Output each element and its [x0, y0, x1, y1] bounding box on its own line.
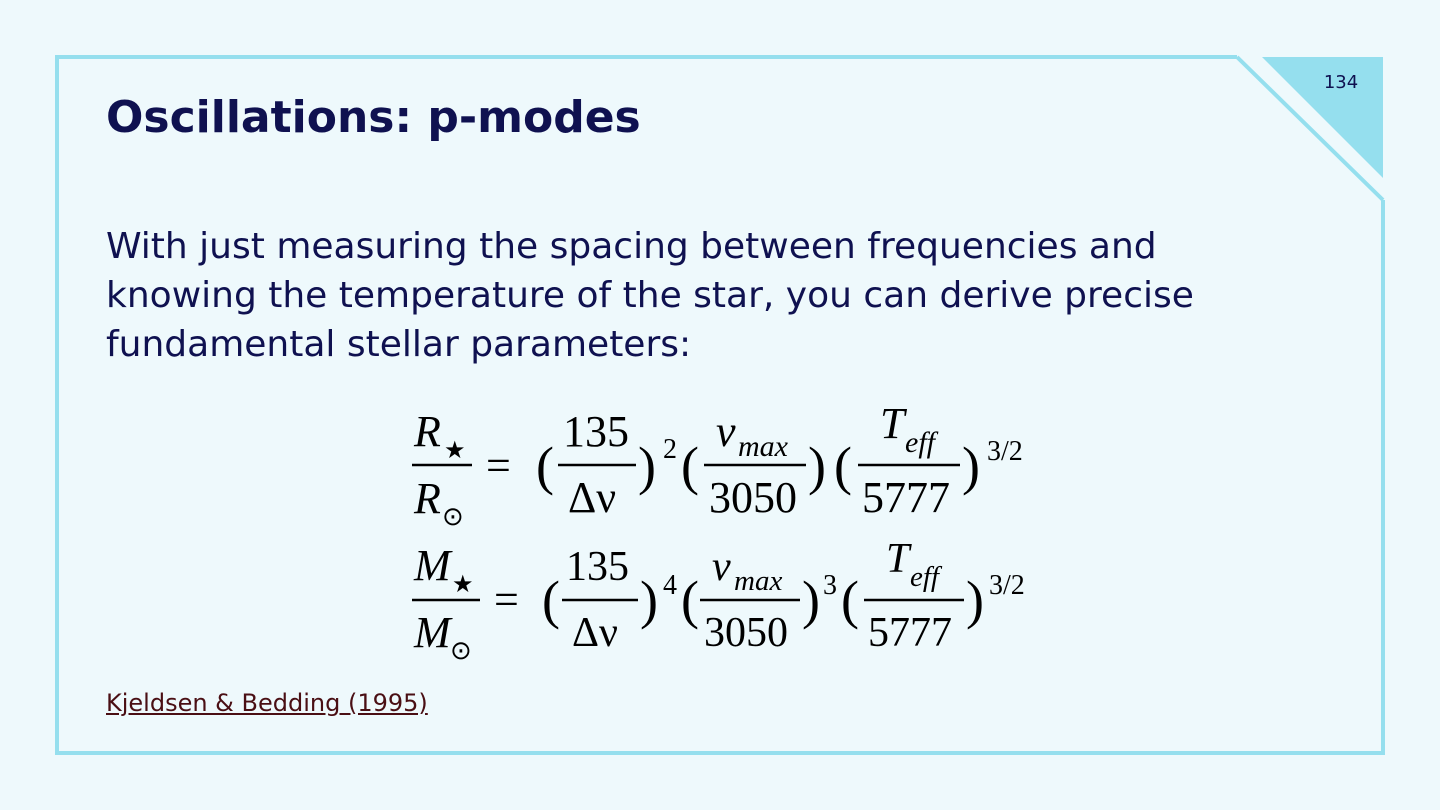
frac1-exponent: 4 — [663, 570, 677, 601]
frac3-denominator: 5777 — [862, 473, 950, 522]
frac2-denominator: 3050 — [709, 473, 797, 522]
open-paren: ( — [536, 436, 554, 496]
frac2-numerator: ν — [712, 544, 731, 590]
lhs-numerator: R — [414, 407, 441, 456]
radius-equation — [412, 399, 1023, 531]
frac2-numerator-sub: max — [734, 565, 783, 597]
frac3-numerator: T — [880, 399, 905, 448]
close-paren: ) — [966, 570, 984, 630]
lhs-numerator-sub: ★ — [444, 438, 466, 464]
lhs-denominator: M — [414, 608, 451, 657]
frac1-exponent: 2 — [663, 434, 677, 465]
frac2-exponent: 3 — [823, 570, 837, 601]
frac1-numerator: 135 — [563, 407, 629, 456]
frac3-numerator-sub: eff — [910, 561, 939, 593]
citation-link[interactable]: Kjeldsen & Bedding (1995) — [106, 689, 428, 717]
page-number: 134 — [1323, 72, 1359, 93]
lhs-numerator-sub: ★ — [452, 572, 474, 598]
lhs-denominator-sub: ⊙ — [450, 636, 472, 665]
frac1-denominator: Δν — [568, 473, 617, 522]
equals-sign: = — [486, 441, 511, 490]
open-paren: ( — [681, 570, 699, 630]
frac1-numerator: 135 — [566, 544, 629, 590]
frac1-denominator: Δν — [572, 610, 618, 656]
frac2-numerator: ν — [716, 407, 736, 456]
open-paren: ( — [834, 436, 852, 496]
lhs-numerator: M — [414, 541, 451, 590]
close-paren: ) — [640, 570, 658, 630]
frac3-exponent: 3/2 — [987, 436, 1023, 467]
frac3-denominator: 5777 — [868, 610, 952, 656]
frac3-exponent: 3/2 — [989, 570, 1025, 601]
frac2-numerator-sub: max — [738, 430, 788, 463]
close-paren: ) — [962, 436, 980, 496]
equals-sign: = — [494, 575, 519, 624]
close-paren: ) — [638, 436, 656, 496]
page-title: Oscillations: p-modes — [106, 92, 641, 143]
open-paren: ( — [681, 436, 699, 496]
body-text: With just measuring the spacing between frequencies and knowing the temperature of the star, you can derive precise fundamental stellar parameters: — [106, 226, 1194, 365]
frac3-numerator-sub: eff — [905, 426, 935, 459]
frac3-numerator: T — [886, 536, 910, 582]
mass-equation — [412, 536, 1025, 665]
open-paren: ( — [841, 570, 859, 630]
lhs-denominator: R — [414, 474, 441, 523]
close-paren: ) — [802, 570, 820, 630]
close-paren: ) — [808, 436, 826, 496]
lhs-denominator-sub: ⊙ — [442, 502, 464, 531]
frac2-denominator: 3050 — [704, 610, 788, 656]
open-paren: ( — [542, 570, 560, 630]
